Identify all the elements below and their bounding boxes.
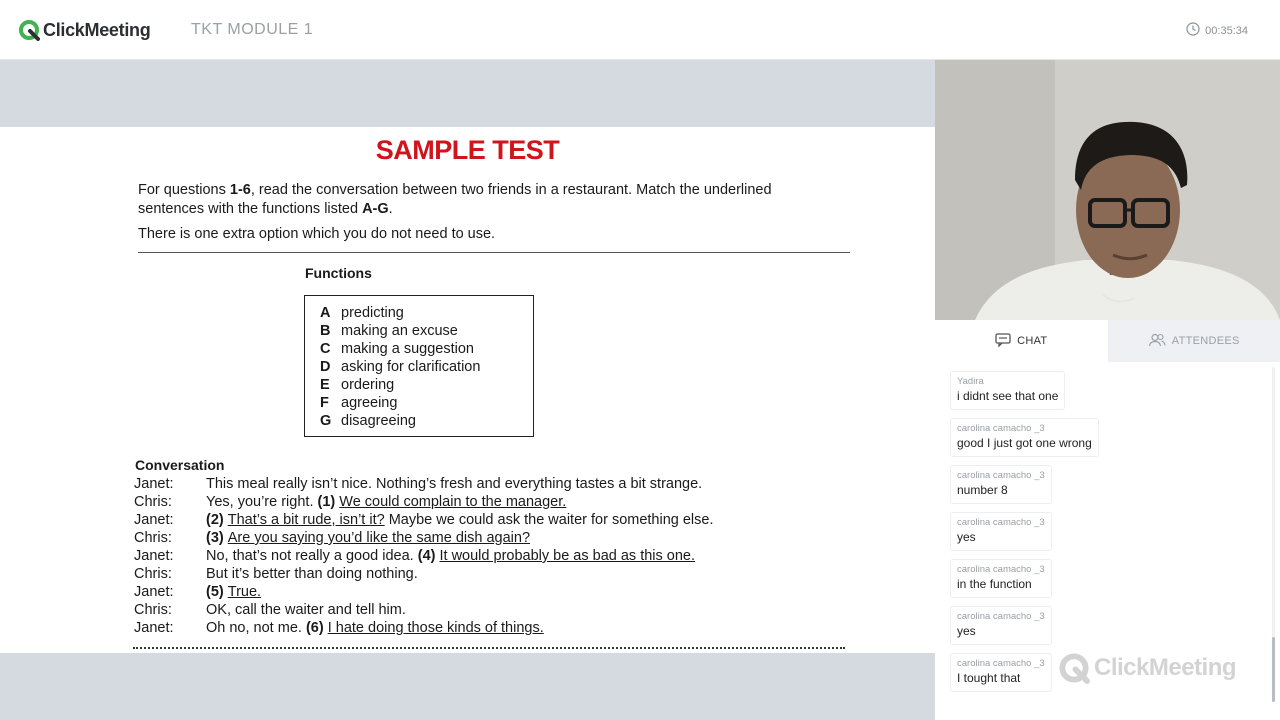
timer-value: 00:35:34 xyxy=(1205,24,1248,37)
chat-icon xyxy=(995,333,1011,350)
conversation-line: Chris: (3) Are you saying you’d like the same dish again? xyxy=(134,530,531,546)
meeting-title: TKT MODULE 1 xyxy=(191,21,314,38)
top-bar xyxy=(0,0,1280,60)
chat-message xyxy=(950,512,1052,551)
conversation-line: Janet: This meal really isn’t nice. Nothing’s fresh and everything tastes a bit strange. xyxy=(134,476,703,492)
chat-message-text: I tought that xyxy=(957,671,1021,685)
tab-attendees-label: ATTENDEES xyxy=(1171,335,1240,347)
chat-message-text: in the function xyxy=(957,577,1032,591)
chat-message-author: carolina camacho _3 xyxy=(957,564,1045,575)
watermark-text: ClickMeeting xyxy=(1094,654,1237,681)
tab-chat[interactable] xyxy=(935,320,1108,362)
clickmeeting-watermark-icon xyxy=(1058,652,1090,684)
chat-message xyxy=(950,606,1052,645)
function-row: F agreeing xyxy=(320,395,398,411)
functions-box xyxy=(304,295,534,437)
function-row: D asking for clarification xyxy=(320,359,481,375)
chat-message xyxy=(950,418,1099,457)
chat-scroll-thumb[interactable] xyxy=(1272,637,1275,702)
presenter-webcam[interactable] xyxy=(935,60,1280,320)
tab-chat-label: CHAT xyxy=(1017,335,1048,347)
conversation-line: Janet: No, that’s not really a good idea. (4) It would probably be as bad as this one. xyxy=(134,548,696,564)
chat-message xyxy=(950,465,1052,504)
tab-attendees[interactable] xyxy=(1108,320,1280,362)
chat-message xyxy=(950,371,1065,410)
function-row: G disagreeing xyxy=(320,413,416,429)
presenter-video-frame xyxy=(935,60,1280,320)
chat-message-author: carolina camacho _3 xyxy=(957,470,1045,481)
chat-message-text: yes xyxy=(957,530,976,544)
presentation-stage xyxy=(0,60,935,720)
brand-logo[interactable] xyxy=(18,18,150,42)
brand-watermark xyxy=(1058,652,1236,684)
function-row: B making an excuse xyxy=(320,323,458,339)
conversation-line: Janet: (5) True. xyxy=(134,584,262,600)
chat-message xyxy=(950,559,1052,598)
session-timer xyxy=(1186,22,1248,39)
chat-panel xyxy=(935,362,1280,720)
functions-title: Functions xyxy=(305,265,372,281)
attendees-icon xyxy=(1148,333,1166,350)
chat-message-text: i didnt see that one xyxy=(957,389,1059,403)
chat-message xyxy=(950,653,1052,692)
chat-message-text: yes xyxy=(957,624,976,638)
slide-instructions: For questions 1-6, read the conversation between two friends in a restaurant. Match the underlined sentences with the functions listed A-G. xyxy=(138,182,772,217)
dotted-divider xyxy=(133,647,845,649)
chat-message-author: carolina camacho _3 xyxy=(957,611,1045,622)
chat-message-author: carolina camacho _3 xyxy=(957,517,1045,528)
function-row: A predicting xyxy=(320,305,404,321)
conversation xyxy=(134,475,714,637)
function-row: C making a suggestion xyxy=(320,341,474,357)
presentation-slide xyxy=(0,127,935,653)
chat-scrollbar[interactable] xyxy=(1272,367,1275,702)
brand-name: ClickMeeting xyxy=(43,19,151,40)
conversation-title: Conversation xyxy=(135,457,225,473)
function-row: E ordering xyxy=(320,377,395,393)
chat-message-author: Yadira xyxy=(957,376,984,387)
conversation-line: Chris: But it’s better than doing nothing. xyxy=(134,566,418,582)
slide-extra-note: There is one extra option which you do not need to use. xyxy=(138,226,496,242)
chat-message-text: good I just got one wrong xyxy=(957,436,1092,450)
slide-heading: SAMPLE TEST xyxy=(375,135,560,165)
conversation-line: Janet: (2) That’s a bit rude, isn’t it? Maybe we could ask the waiter for something else. xyxy=(134,512,714,528)
conversation-line: Janet: Oh no, not me. (6) I hate doing those kinds of things. xyxy=(134,620,544,636)
chat-message-author: carolina camacho _3 xyxy=(957,658,1045,669)
clickmeeting-logo-icon xyxy=(18,19,40,41)
chat-message-text: number 8 xyxy=(957,483,1008,497)
side-panel-tabs xyxy=(935,320,1280,362)
chat-message-author: carolina camacho _3 xyxy=(957,423,1045,434)
clock-icon xyxy=(1186,22,1200,39)
divider xyxy=(138,252,850,253)
conversation-line: Chris: OK, call the waiter and tell him. xyxy=(134,602,406,618)
conversation-line: Chris: Yes, you’re right. (1) We could complain to the manager. xyxy=(134,494,567,510)
